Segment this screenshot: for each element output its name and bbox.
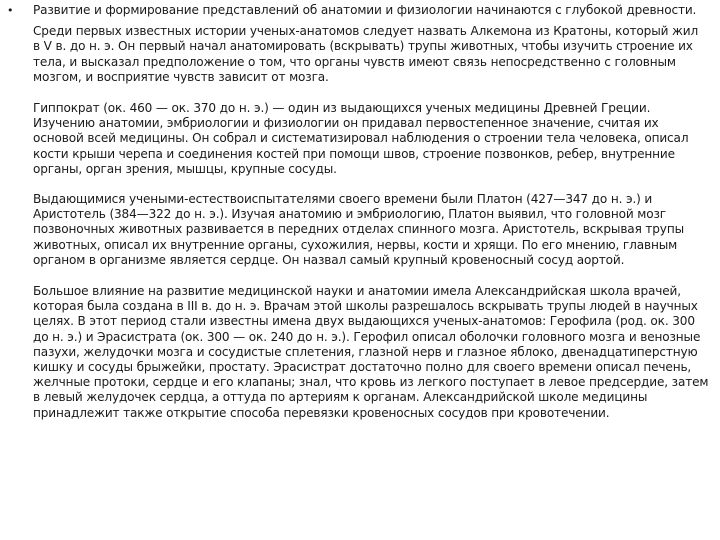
paragraph-hippocrates: Гиппократ (ок. 460 — ок. 370 до н. э.) — один из выдающихся ученых медицины Древней Греции. Изучению анатомии, эмбриологии и физиологии он придавал первостепенное значение, считая их основой всей медицины. Он собрал и систематизировал наблюдения о строении тела человека, описал кости крыши черепа и соединения костей при помощи швов, строение позвонков, ребер, внутренние органы, орган зрения, мышцы, крупные сосуды. <box>33 101 689 176</box>
paragraph-alexandrian-school: Большое влияние на развитие медицинской науки и анатомии имела Александрийская школа врачей, которая была создана в III в. до н. э. Врачам этой школы разрешалось вскрывать трупы людей в научных целях. В этот период стали известны имена двух выдающихся ученых-анатомов: Герофила (род. ок. 300 до н. э.) и Эрасистрата (ок. 300 — ок. 240 до н. э.). Герофил описал оболочки головного мозга и венозные пазухи, желудочки мозга и сосудистые сплетения, глазной нерв и глазное яблоко, двенадцатиперстную кишку и сосуды брыжейки, простату. Эрасистрат достаточно полно для своего времени описал печень, желчные протоки, сердце и его клапаны; знал, что кровь из легкого поступает в левое предсердие, затем в левый желудочек сердца, а оттуда по артериям к органам. Александрийской школе медицины принадлежит также открытие способа перевязки кровеносных сосудов при кровотечении. <box>33 284 709 420</box>
text-block <box>33 3 713 421</box>
paragraph-alcmaeon: Среди первых известных истории ученых-анатомов следует назвать Алкемона из Кратоны, который жил в V в. до н. э. Он первый начал анатомировать (вскрывать) трупы животных, чтобы изучить строение их тела, и высказал предположение о том, что органы чувств имеют связь непосредственно с головным мозгом, и восприятие чувств зависит от мозга. <box>33 24 699 84</box>
paragraph-plato-aristotle: Выдающимися учеными-естествоиспытателями своего времени были Платон (427—347 до н. э.) и Аристотель (384—322 до н. э.). Изучая анатомию и эмбриологию, Платон выявил, что головной мозг позвоночных животных развивается в передних отделах спинного мозга. Аристотель, вскрывая трупы животных, описал их внутренние органы, сухожилия, нервы, кости и хрящи. По его мнению, главным органом в организме является сердце. Он назвал самый крупный кровеносный сосуд аортой. <box>33 192 684 267</box>
bullet-marker: • <box>7 4 14 17</box>
paragraph-intro: Развитие и формирование представлений об анатомии и физиологии начинаются с глубокой древности. <box>33 3 697 17</box>
